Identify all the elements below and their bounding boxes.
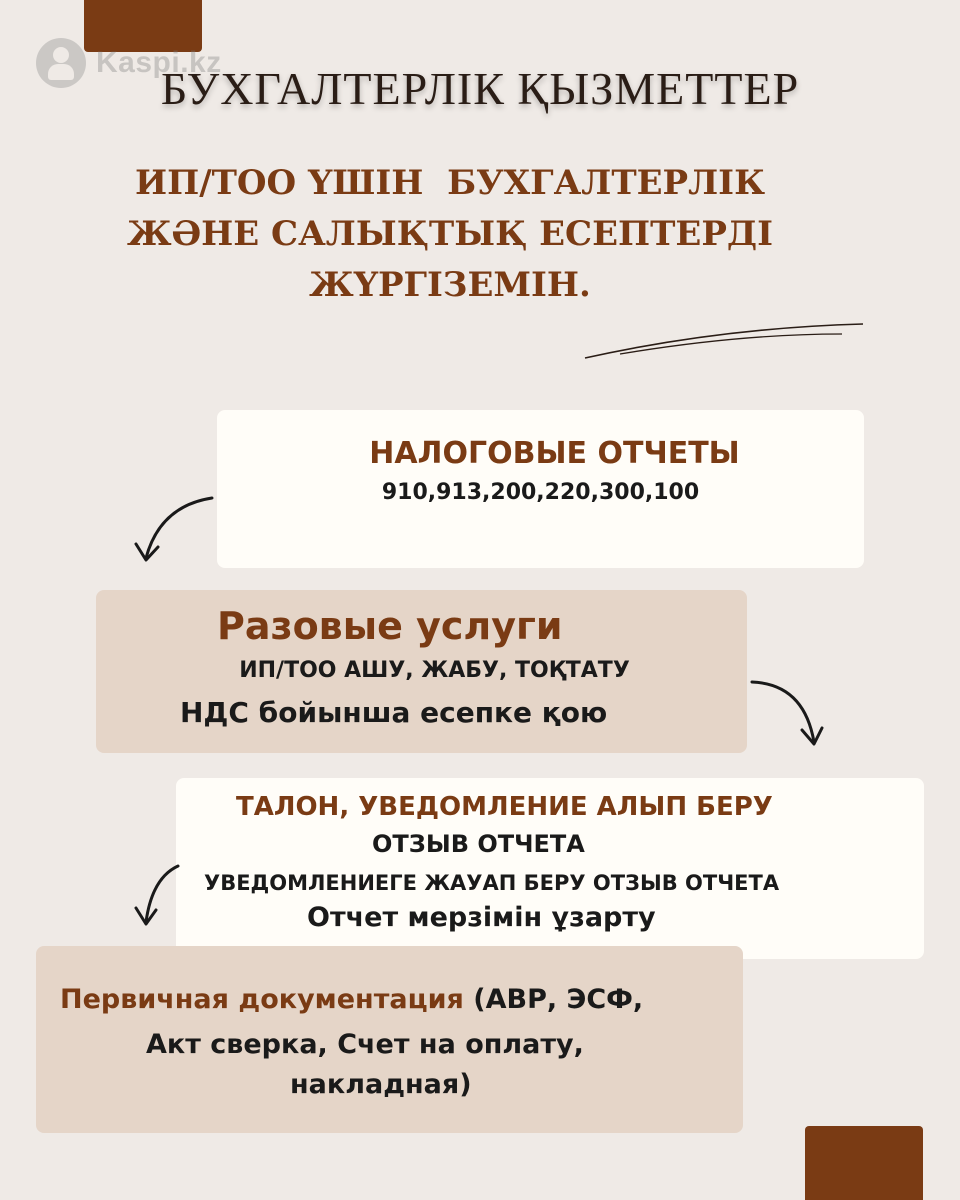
card-primary-documentation (36, 946, 743, 1133)
card-line: 910,913,200,220,300,100 (381, 480, 700, 505)
card-line: Отчет мерзімін ұзарту (307, 902, 656, 933)
curved-arrow-icon (748, 672, 830, 752)
card-line-tail: (АВР, ЭСФ, (473, 984, 644, 1015)
page-title: БУХГАЛТЕРЛІК ҚЫЗМЕТТЕР (160, 63, 800, 114)
card-heading: ТАЛОН, УВЕДОМЛЕНИЕ АЛЫП БЕРУ (236, 792, 773, 822)
card-line: УВЕДОМЛЕНИЕГЕ ЖАУАП БЕРУ ОТЗЫВ ОТЧЕТА (204, 871, 780, 895)
card-one-time-services (96, 590, 747, 753)
card-heading: Первичная документация (60, 984, 464, 1015)
card-line: НДС бойынша есепке қою (180, 696, 608, 729)
card-heading: Разовые услуги (217, 604, 563, 648)
watermark-text: Kaspi.kz (96, 46, 222, 79)
subtitle-line: ИП/ТОО ҮШІН БУХГАЛТЕРЛІК (134, 163, 766, 203)
card-line: ОТЗЫВ ОТЧЕТА (372, 830, 585, 858)
bottom-decor-block (805, 1126, 923, 1200)
decorative-swoosh (580, 318, 870, 364)
curved-arrow-icon (130, 860, 186, 932)
card-heading: НАЛОГОВЫЕ ОТЧЕТЫ (369, 436, 740, 471)
card-line: Акт сверка, Счет на оплату, (146, 1029, 584, 1060)
card-tax-reports (217, 410, 864, 568)
subtitle-line: ЖҮРГІЗЕМІН. (309, 265, 591, 305)
card-talon-notifications (176, 778, 924, 959)
curved-arrow-icon (130, 492, 220, 572)
subtitle (80, 158, 820, 311)
card-line: ИП/ТОО АШУ, ЖАБУ, ТОҚТАТУ (239, 658, 630, 683)
card-line (60, 984, 643, 1015)
subtitle-line: ЖӘНЕ САЛЫҚТЫҚ ЕСЕПТЕРДІ (126, 214, 774, 254)
card-line: накладная) (290, 1069, 472, 1100)
